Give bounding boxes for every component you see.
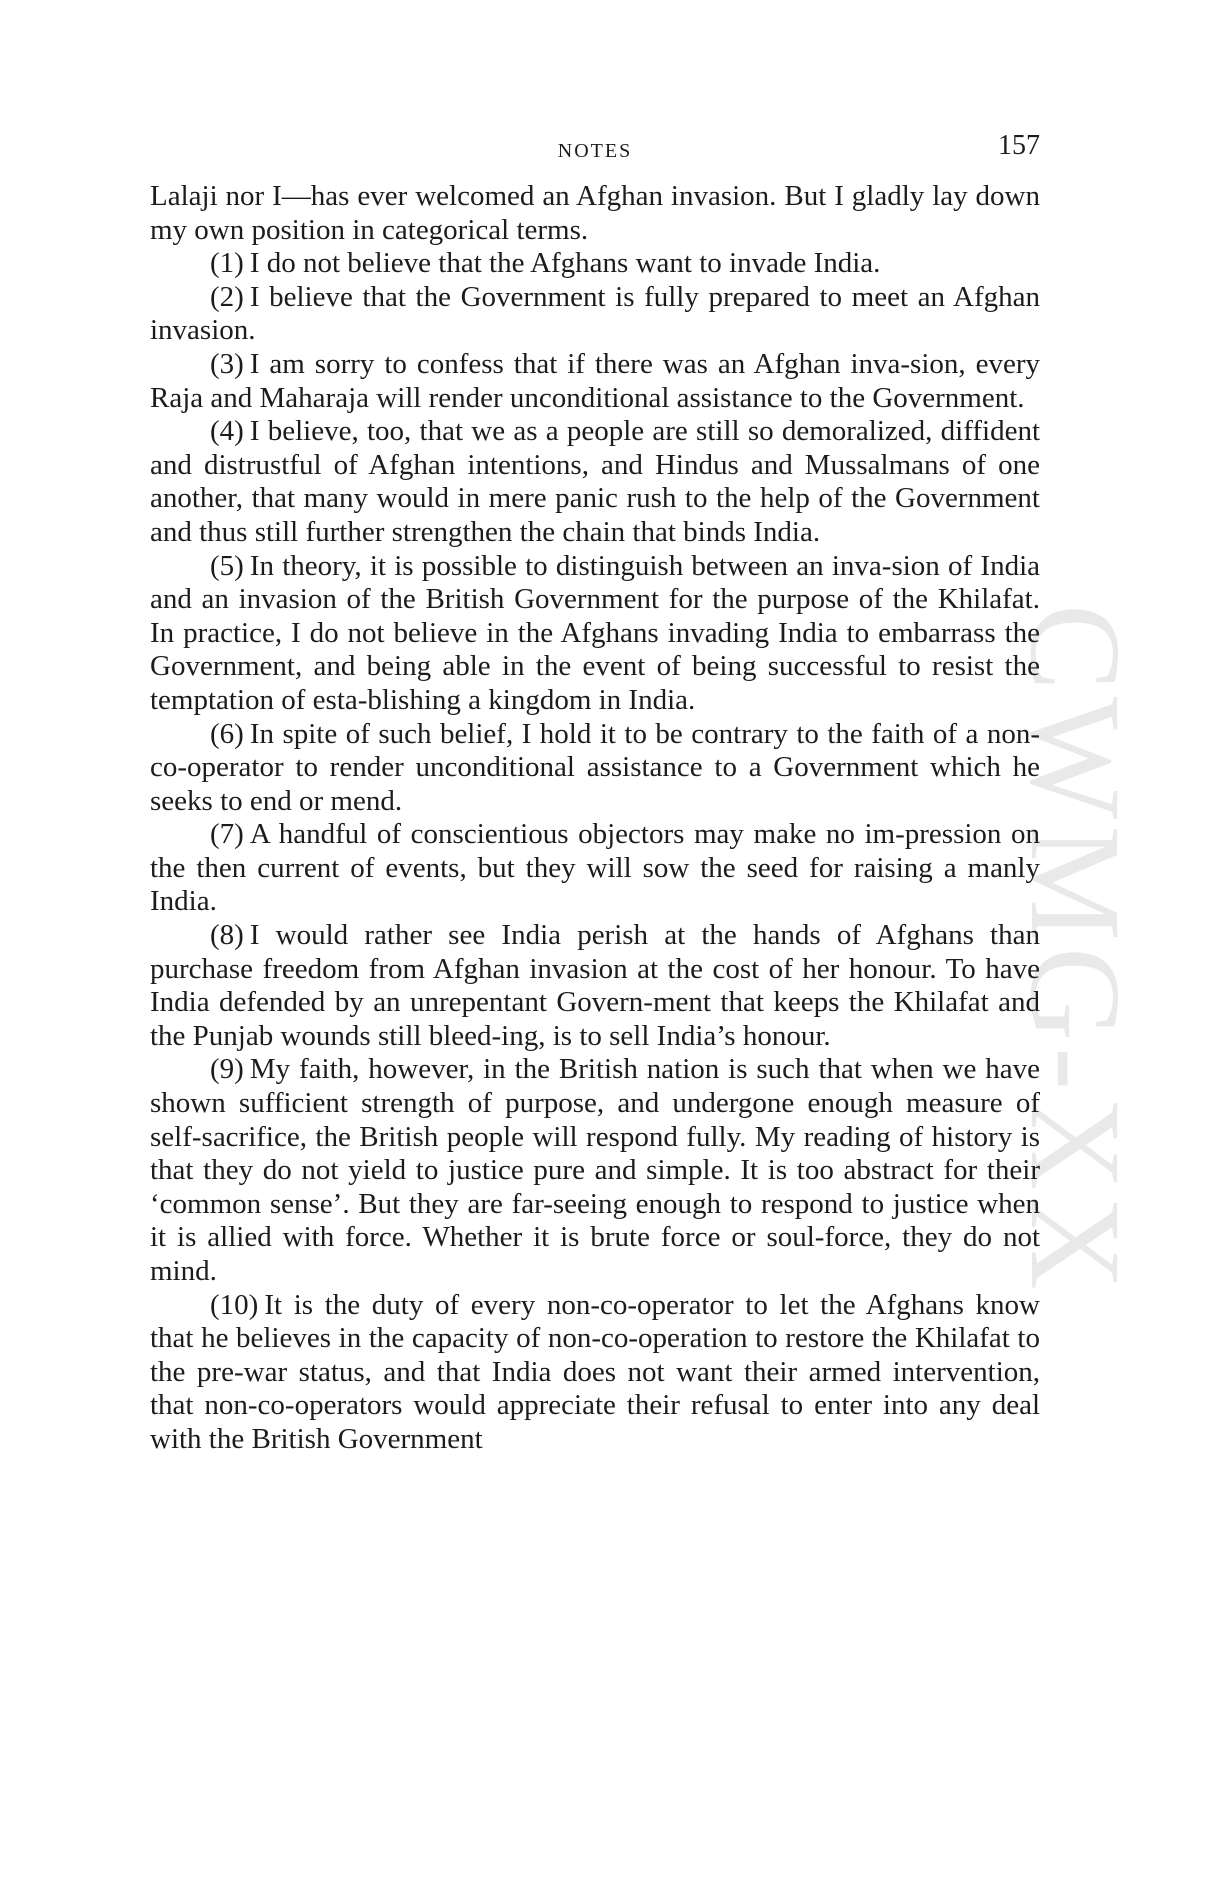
point-number: (10) bbox=[210, 1288, 259, 1321]
point-number: (5) bbox=[210, 549, 244, 582]
point-text: I do not believe that the Afghans want to invade India. bbox=[249, 247, 881, 280]
numbered-point-10 bbox=[150, 1289, 1040, 1457]
point-text: My faith, however, in the British nation is such that when we have shown sufficient strength of purpose, and undergone enough measure of self-sacrifice, the British people will respond fully. My reading of history is that they do not yield to justice pure and simple. It is too abstract for their ‘common sense’. But they are far-seeing enough to respond to justice when it is allied with force. Whether it is brute force or soul-force, they do not mind. bbox=[150, 1053, 1040, 1287]
point-text: It is the duty of every non-co-operator to let the Afghans know that he believes in the capacity of non-co-operation to restore the Khilafat to the pre-war status, and that India does not want their armed intervention, that non-co-operators would appreciate their refusal to enter into any deal with the British Government bbox=[150, 1288, 1040, 1455]
point-number: (1) bbox=[210, 247, 244, 280]
running-head: NOTES bbox=[557, 140, 633, 162]
point-number: (7) bbox=[210, 818, 244, 851]
body-text bbox=[150, 180, 1040, 1457]
point-text: In theory, it is possible to distinguish between an inva-sion of India and an invasion of the British Government for the purpose of the Khilafat. In practice, I do not believe in the Afghans invading India to embarrass the Government, and being able in the event of being successful to resist the temptation of esta-blishing a kingdom in India. bbox=[150, 549, 1040, 716]
point-number: (6) bbox=[210, 717, 244, 750]
numbered-point-7 bbox=[150, 818, 1040, 919]
page-number: 157 bbox=[998, 130, 1040, 161]
point-text: A handful of conscientious objectors may make no im-pression on the then current of events, but they will sow the seed for raising a manly India. bbox=[150, 818, 1040, 918]
numbered-point-1 bbox=[150, 247, 1040, 281]
point-number: (9) bbox=[210, 1053, 244, 1086]
numbered-point-9 bbox=[150, 1053, 1040, 1288]
numbered-point-8 bbox=[150, 919, 1040, 1053]
point-number: (4) bbox=[210, 415, 244, 448]
opening-paragraph: Lalaji nor I—has ever welcomed an Afghan invasion. But I gladly lay down my own position in categorical terms. bbox=[150, 180, 1040, 246]
point-number: (3) bbox=[210, 347, 244, 380]
numbered-point-4 bbox=[150, 415, 1040, 549]
watermark-text: CWMG-XX bbox=[1003, 604, 1147, 1296]
point-text: I would rather see India perish at the hands of Afghans than purchase freedom from Afghan invasion at the cost of her honour. To have India defended by an unrepentant Govern-ment that keeps the Khilafat and the Punjab wounds still bleed-ing, is to sell India’s honour. bbox=[150, 919, 1040, 1052]
point-text: I believe, too, that we as a people are still so demoralized, diffident and distrustful of Afghan intentions, and Hindus and Mussalmans of one another, that many would in mere panic rush to the help of the Government and thus still further strengthen the chain that binds India. bbox=[150, 415, 1040, 548]
numbered-point-5 bbox=[150, 550, 1040, 718]
page-header bbox=[150, 126, 1040, 166]
point-text: In spite of such belief, I hold it to be contrary to the faith of a non-co-operator to render unconditional assistance to a Government which he seeks to end or mend. bbox=[150, 717, 1040, 817]
numbered-point-6 bbox=[150, 718, 1040, 819]
point-text: I believe that the Government is fully prepared to meet an Afghan invasion. bbox=[150, 280, 1040, 347]
point-number: (2) bbox=[210, 280, 244, 313]
point-text: I am sorry to confess that if there was an Afghan inva-sion, every Raja and Maharaja will render unconditional assistance to the Government. bbox=[150, 347, 1040, 414]
point-number: (8) bbox=[210, 919, 244, 952]
numbered-point-3 bbox=[150, 348, 1040, 415]
numbered-point-2 bbox=[150, 281, 1040, 348]
